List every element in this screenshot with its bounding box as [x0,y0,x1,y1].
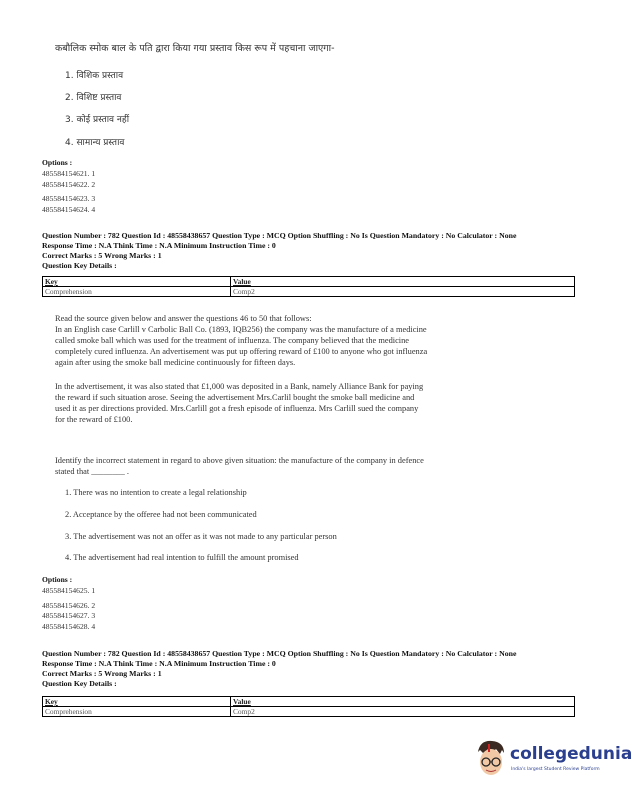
option-id: 485584154622. 2 [42,180,96,189]
option-id: 485584154624. 4 [42,205,96,214]
passage-line: used it as per directions provided. Mrs.Carlill got a fresh episode of influenza. Mrs Carlill sued the company [55,404,419,413]
question-meta [42,231,516,271]
value-header: Value [231,697,575,707]
meta-line: Response Time : N.A Think Time : N.A Minimum Instruction Time : 0 [42,241,276,250]
question-text-hindi: कबौलिक स्मोक बाल के पति द्वारा किया गया प्रस्ताव किस रूप में पहचाना जाएगा- [55,43,335,54]
option-id: 485584154625. 1 [42,586,96,595]
question-text [55,455,424,477]
value-cell: Comp2 [231,287,575,297]
question-meta [42,649,516,689]
key-cell: Comprehension [43,707,231,717]
passage-line: completely cured influenza. An advertisement was put up offering reward of £100 to anyone who got influenza [55,347,428,356]
option-id: 485584154627. 3 [42,611,96,620]
options-label: Options : [42,575,73,584]
meta-line: Question Key Details : [42,261,117,270]
question-line: Identify the incorrect statement in regard to above given situation: the manufacture of the company in defence [55,456,424,465]
option-id: 485584154621. 1 [42,169,96,178]
meta-line: Correct Marks : 5 Wrong Marks : 1 [42,251,162,260]
choice-2: 2. विशिष्ट प्रस्ताव [65,93,122,103]
key-header: Key [43,277,231,287]
logo-tagline: India's largest Student Review Platform [511,767,600,772]
value-header: Value [231,277,575,287]
meta-line: Correct Marks : 5 Wrong Marks : 1 [42,669,162,678]
choice-1: 1. There was no intention to create a legal relationship [65,488,247,497]
key-cell: Comprehension [43,287,231,297]
option-id: 485584154628. 4 [42,622,96,631]
passage-paragraph-2 [55,381,423,425]
collegedunia-logo [474,738,632,786]
passage-line: the reward if such situation arose. Seeing the advertisement Mrs.Carlil bought the smoke ball medicine and [55,393,415,402]
meta-line: Question Number : 782 Question Id : 48558438657 Question Type : MCQ Option Shuffling : No Is Question Mandatory : No Calculator : None [42,649,517,658]
choice-3: 3. कोई प्रस्ताव नहीं [65,115,130,125]
options-label: Options : [42,158,73,167]
passage-line: for the reward of £100. [55,415,133,424]
passage-line: Read the source given below and answer the questions 46 to 50 that follows: [55,314,312,323]
value-cell: Comp2 [231,707,575,717]
question-key-table [42,696,575,717]
option-id: 485584154626. 2 [42,601,96,610]
option-id: 485584154623. 3 [42,194,96,203]
meta-line: Question Key Details : [42,679,117,688]
mascot-icon [474,738,508,782]
choice-4: 4. The advertisement had real intention to fulfill the amount promised [65,553,299,562]
passage-line: In the advertisement, it was also stated that £1,000 was deposited in a Bank, namely Alliance Bank for paying [55,382,424,391]
meta-line: Question Number : 782 Question Id : 48558438657 Question Type : MCQ Option Shuffling : No Is Question Mandatory : No Calculator : None [42,231,517,240]
passage-paragraph-1 [55,313,427,368]
choice-4: 4. सामान्य प्रस्ताव [65,138,125,148]
choice-1: 1. विशिक प्रस्ताव [65,71,124,81]
question-key-table [42,276,575,297]
choice-2: 2. Acceptance by the offeree had not been communicated [65,510,257,519]
question-line: stated that ________ . [55,467,129,476]
key-header: Key [43,697,231,707]
passage-line: called smoke ball which was used for the treatment of influenza. The company believed that the medicine [55,336,410,345]
choice-3: 3. The advertisement was not an offer as it was not made to any particular person [65,532,337,541]
logo-wordmark: collegedunia [510,744,632,764]
passage-line: In an English case Carlill v Carbolic Ball Co. (1893, IQB256) the company was the manufacture of a medicine [55,325,427,334]
passage-line: again after using the smoke ball medicine continuously for fifteen days. [55,358,296,367]
meta-line: Response Time : N.A Think Time : N.A Minimum Instruction Time : 0 [42,659,276,668]
